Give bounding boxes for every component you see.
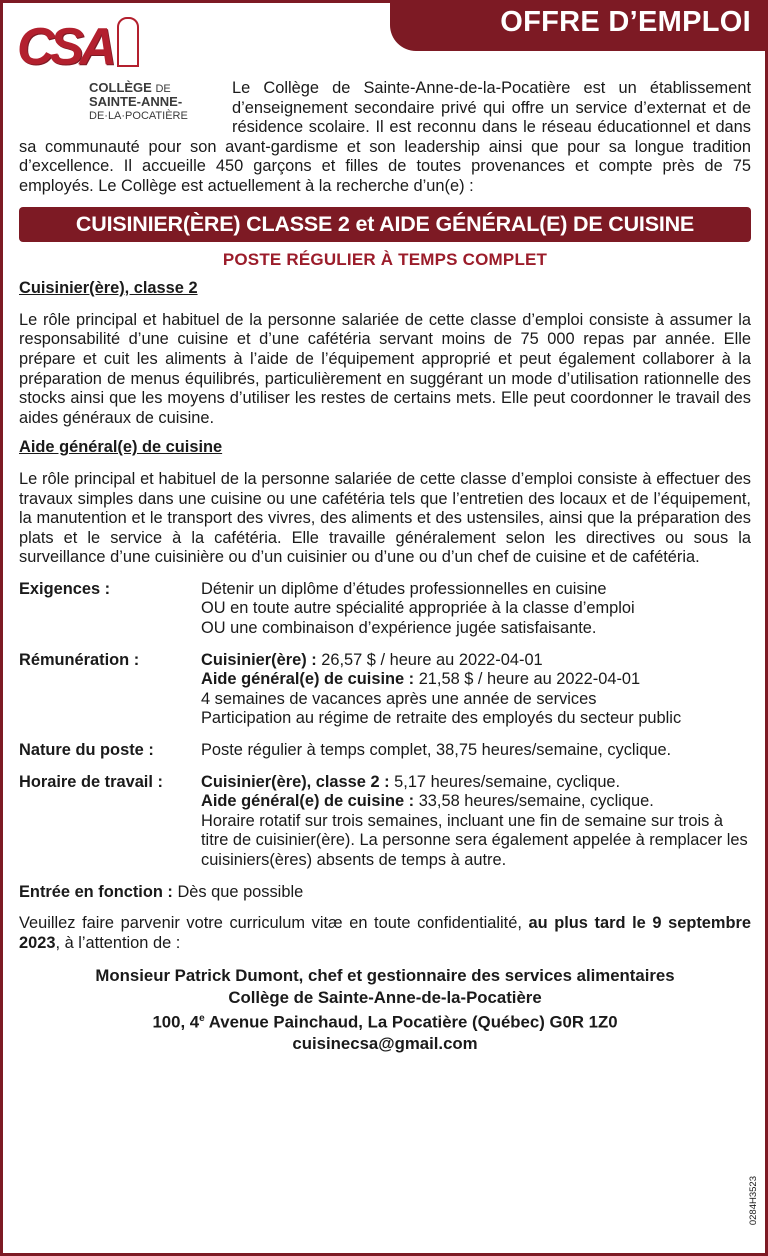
row-label: Entrée en fonction : [19,882,173,901]
header-tab: OFFRE D’EMPLOI [390,3,765,51]
apply-text [19,914,751,953]
contact-addr: 100, 4 [152,1012,200,1032]
row-line: 33,58 heures/semaine, cyclique. [414,792,654,811]
row-line: Détenir un diplôme d’études professionnelles en cuisine [201,579,607,598]
section-heading: Cuisinier(ère), classe 2 [19,279,198,298]
job-subtitle: POSTE RÉGULIER À TEMPS COMPLET [222,249,548,269]
intro-text: Le Collège de Sainte-Anne-de-la-Pocatière est un établissement d’enseignement secondaire privé qui offre un service d’externat et de résidence scolaire. Il est reconnu dans le réseau éducationnel et dans sa communauté pour son avant-gardisme et son leadership ainsi que pour sa longue tradition d’excellence. Il accueille 450 garçons et filles de toutes provenances et compte près de 75 employés. Le Collège est actuellement à la recherche d’un(e) : [19,79,751,195]
section-text: Le rôle principal et habituel de la personne salariée de cette classe d’emploi consiste à effectuer des travaux simples dans une cuisine ou une cafétéria tels que l’entretien des locaux et de l’équipement, la manutention et le transport des vivres, des aliments et des ustensiles, ainsi que la préparation des plats et le service à la cafétéria. Elle travaille généralement selon les directives ou sous la surveillance d’une cuisinière ou d’un cuisinier ou d’une ou d’un chef de cuisine et de cafétéria. [19,469,751,567]
row-line: 4 semaines de vacances après une année de services [201,689,597,708]
logo-line2: SAINTE-ANNE- [89,94,183,109]
row-label: Nature du poste : [19,741,154,760]
row-label: Horaire de travail : [19,772,163,791]
job-title: CUISINIER(ÈRE) CLASSE 2 et AIDE GÉNÉRAL(E) DE CUISINE [19,207,751,242]
row-line: 26,57 $ / heure au 2022-04-01 [316,650,543,669]
row-line: OU en toute autre spécialité appropriée à la classe d’emploi [201,599,635,618]
row-label: Rémunération : [19,650,140,669]
row-entree [19,883,751,903]
ad-code: 0284H3523 [748,1175,759,1225]
row-line: OU une combinaison d’expérience jugée satisfaisante. [201,619,597,638]
row-remuneration [19,651,751,729]
row-horaire [19,773,751,871]
row-line: Participation au régime de retraite des employés du secteur public [201,709,682,728]
apply-deadline: au plus tard le 9 septembre 2023 [19,914,751,952]
logo-line3: DE·LA·POCATIÈRE [89,110,188,122]
row-line: Horaire rotatif sur trois semaines, incluant une fin de semaine sur trois à titre de cuisinier(ère). La personne sera également appelée à remplacer les cuisiniers(ères) absents de temps à autre. [201,811,748,869]
tower-icon [117,17,139,67]
logo-mark: CSA [17,18,112,76]
contact-name: Monsieur Patrick Dumont, chef et gestionnaire des services alimentaires [95,966,675,986]
row-bold: Aide général(e) de cuisine : [201,792,415,811]
logo-line1b: DE [155,83,171,95]
college-logo [17,17,232,135]
row-bold: Cuisinier(ère), classe 2 : [201,772,390,791]
section-heading: Aide général(e) de cuisine [19,438,223,457]
contact-block [19,965,751,1055]
section-aide [19,438,751,568]
row-line: 21,58 $ / heure au 2022-04-01 [414,670,641,689]
row-bold: Cuisinier(ère) : [201,650,317,669]
logo-line1: COLLÈGE [89,80,152,95]
row-line: 5,17 heures/semaine, cyclique. [389,772,621,791]
apply-t2: , à l’attention de : [55,933,181,952]
contact-email[interactable]: cuisinecsa@gmail.com [292,1034,478,1054]
row-exigences [19,580,751,639]
section-text: Le rôle principal et habituel de la personne salariée de cette classe d’emploi consiste à assumer la responsabilité d’une cuisine et d’une cafétéria servant moins de 75 000 repas par année. Elle prépare et cuit les aliments à l’aide de l’équipement approprié et peut également collaborer à la préparation de menus équilibrés, particulièrement en suggérant un mode d’utilisation rationnelle des stocks ainsi que les moyens d’utiliser les restes de certains mets. Elle peut coordonner le travail des aides généraux de cuisine. [19,310,751,427]
row-bold: Aide général(e) de cuisine : [201,670,415,689]
row-nature [19,741,751,761]
apply-t1: Veuillez faire parvenir votre curriculum vitæ en toute confidentialité, [19,914,529,933]
section-cuisinier [19,279,751,428]
row-label: Exigences : [19,579,111,598]
contact-addr-sup: e [199,1013,205,1025]
contact-addr2: Avenue Painchaud, La Pocatière (Québec) G0R 1Z0 [204,1012,618,1032]
contact-org: Collège de Sainte-Anne-de-la-Pocatière [228,987,542,1007]
row-line: Poste régulier à temps complet, 38,75 heures/semaine, cyclique. [201,741,672,760]
row-line: Dès que possible [172,882,304,901]
